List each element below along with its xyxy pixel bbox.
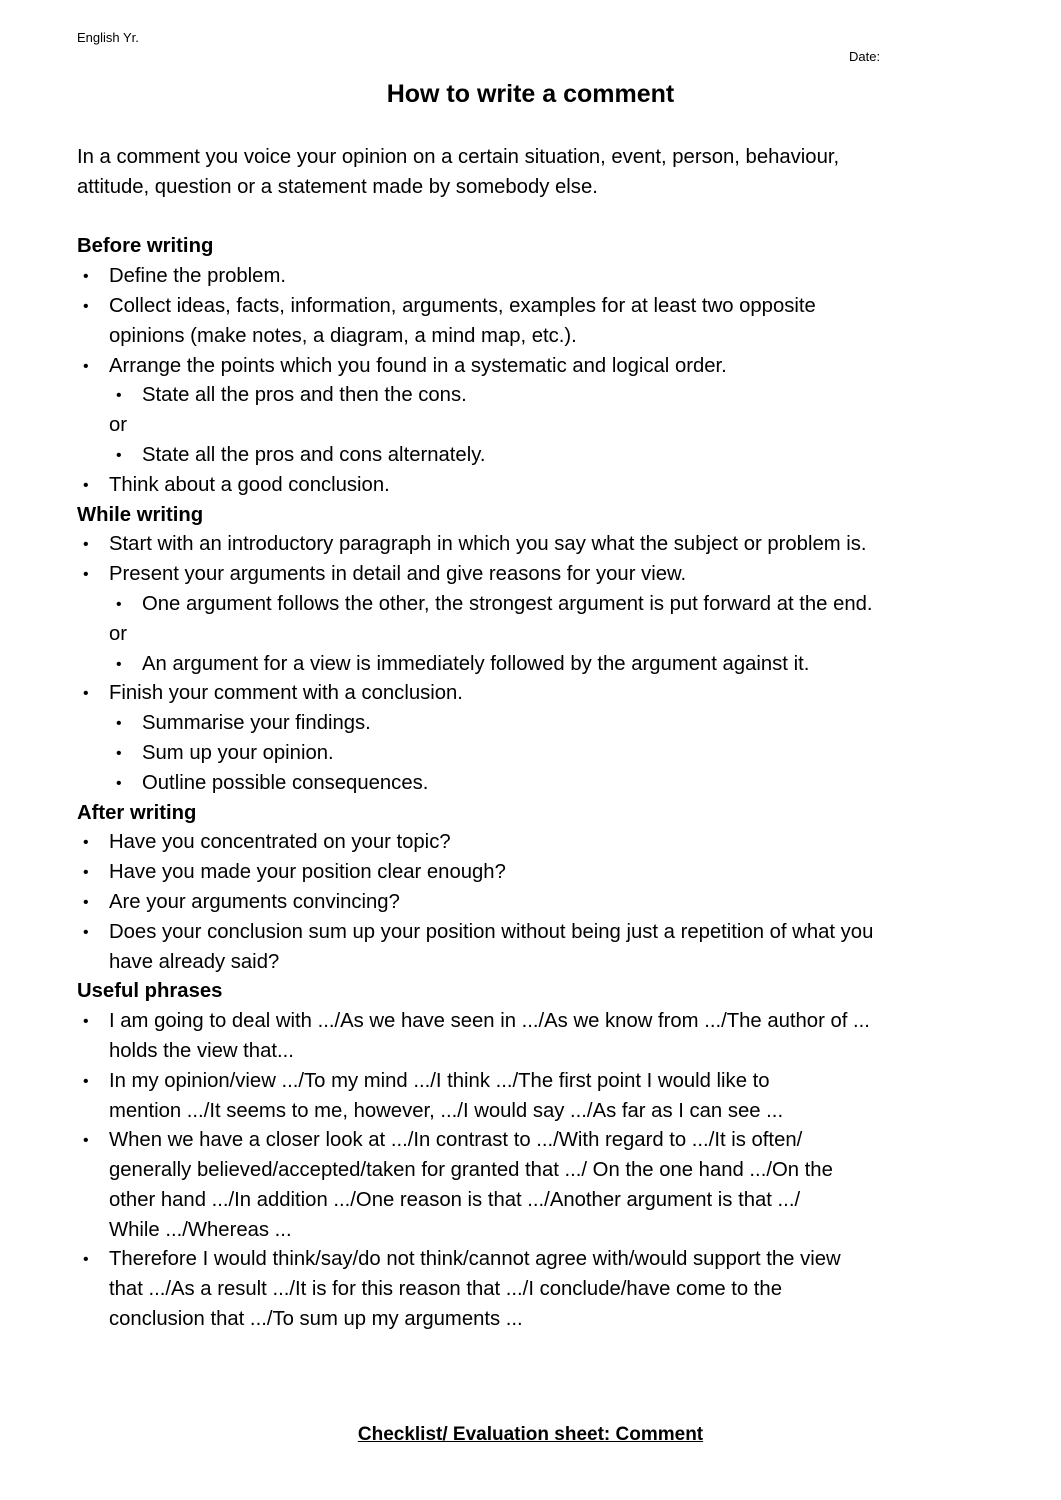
list-item-line	[77, 1245, 997, 1275]
list-item-line	[77, 1067, 997, 1097]
list-item-line	[77, 679, 997, 709]
section-heading-text: Before writing	[77, 235, 214, 258]
list-item-line-text: Define the problem.	[109, 265, 286, 288]
list-item-line	[77, 828, 997, 858]
list-item-line	[77, 292, 997, 322]
list-item-line	[77, 739, 997, 769]
bullet-icon: •	[83, 1132, 89, 1150]
bullet-icon: •	[116, 655, 122, 673]
section-heading	[77, 501, 997, 531]
list-item-line-text: generally believed/accepted/taken for granted that .../ On the one hand .../On the	[109, 1159, 833, 1182]
list-item-line-text: Start with an introductory paragraph in which you say what the subject or problem is.	[109, 533, 867, 556]
bullet-icon: •	[116, 446, 122, 464]
list-item-line-text: Collect ideas, facts, information, arguments, examples for at least two opposite	[109, 294, 816, 317]
list-item-line	[77, 1216, 997, 1246]
list-item-line-text: Outline possible consequences.	[142, 771, 429, 794]
intro-line	[77, 143, 997, 173]
bullet-icon: •	[83, 297, 89, 315]
list-item-line-text: Have you concentrated on your topic?	[109, 831, 451, 854]
bullet-icon: •	[83, 864, 89, 882]
list-item-line	[77, 1126, 997, 1156]
list-item-line	[77, 441, 997, 471]
or-separator-text: or	[109, 414, 128, 437]
list-item-line-text: holds the view that...	[109, 1039, 294, 1062]
list-item-line-text: Sum up your opinion.	[142, 741, 334, 764]
or-separator-text: or	[109, 622, 128, 645]
spacer	[77, 203, 997, 233]
list-item-line-text: other hand .../In addition .../One reason is that .../Another argument is that .../	[109, 1188, 801, 1211]
list-item-line-text: State all the pros and cons alternately.	[142, 443, 486, 466]
section-heading-text: After writing	[77, 801, 197, 824]
list-item-line	[77, 322, 997, 352]
list-item-line-text: Are your arguments convincing?	[109, 890, 400, 913]
list-item-line-text: that .../As a result .../It is for this reason that .../I conclude/have come to the	[109, 1278, 782, 1301]
list-item-line	[77, 650, 997, 680]
bullet-icon: •	[116, 595, 122, 613]
bullet-icon: •	[83, 566, 89, 584]
list-item-line-text: One argument follows the other, the strongest argument is put forward at the end.	[142, 592, 873, 615]
bullet-icon: •	[83, 685, 89, 703]
bullet-icon: •	[83, 268, 89, 286]
bullet-icon: •	[83, 476, 89, 494]
list-item-line-text: When we have a closer look at .../In contrast to .../With regard to .../It is often/	[109, 1129, 803, 1152]
intro-line	[77, 173, 997, 203]
list-item-line-text: Therefore I would think/say/do not think/cannot agree with/would support the view	[109, 1248, 841, 1271]
list-item-line	[77, 1305, 997, 1335]
list-item-line	[77, 858, 997, 888]
list-item-line	[77, 471, 997, 501]
bullet-icon: •	[83, 1251, 89, 1269]
list-item-line	[77, 560, 997, 590]
section-heading	[77, 799, 997, 829]
bullet-icon: •	[83, 834, 89, 852]
bullet-icon: •	[83, 536, 89, 554]
bullet-icon: •	[83, 893, 89, 911]
list-item-line-text: State all the pros and then the cons.	[142, 384, 467, 407]
list-item-line	[77, 590, 997, 620]
list-item-line	[77, 769, 997, 799]
list-item-line-text: mention .../It seems to me, however, .../I would say .../As far as I can see ...	[109, 1099, 784, 1122]
bullet-icon: •	[83, 1013, 89, 1031]
list-item-line	[77, 948, 997, 978]
section-heading-text: Useful phrases	[77, 980, 223, 1003]
list-item-line-text: Summarise your findings.	[142, 712, 371, 735]
list-item-line	[77, 1156, 997, 1186]
course-label: English Yr.	[77, 30, 139, 45]
list-item-line-text: Think about a good conclusion.	[109, 473, 390, 496]
bullet-icon: •	[116, 387, 122, 405]
or-separator	[77, 620, 997, 650]
list-item-line	[77, 709, 997, 739]
list-item-line-text: While .../Whereas ...	[109, 1218, 292, 1241]
or-separator	[77, 411, 997, 441]
list-item-line-text: Finish your comment with a conclusion.	[109, 682, 463, 705]
checklist-title: Checklist/ Evaluation sheet: Comment	[357, 1424, 704, 1445]
section-heading	[77, 977, 997, 1007]
intro-line-text: attitude, question or a statement made by somebody else.	[77, 175, 598, 198]
list-item-line-text: Arrange the points which you found in a systematic and logical order.	[109, 354, 727, 377]
bullet-icon: •	[116, 774, 122, 792]
list-item-line-text: I am going to deal with .../As we have seen in .../As we know from .../The author of ...	[109, 1010, 870, 1033]
bullet-icon: •	[116, 715, 122, 733]
list-item-line	[77, 888, 997, 918]
list-item-line	[77, 1007, 997, 1037]
list-item-line	[77, 262, 997, 292]
list-item-line	[77, 1037, 997, 1067]
section-heading	[77, 232, 997, 262]
list-item-line	[77, 530, 997, 560]
list-item-line-text: conclusion that .../To sum up my arguments ...	[109, 1308, 523, 1331]
list-item-line-text: Have you made your position clear enough?	[109, 861, 506, 884]
list-item-line	[77, 352, 997, 382]
list-item-line	[77, 1275, 997, 1305]
bullet-icon: •	[83, 1072, 89, 1090]
intro-line-text: In a comment you voice your opinion on a certain situation, event, person, behaviour,	[77, 146, 840, 168]
date-label: Date:	[849, 49, 881, 64]
list-item-line-text: An argument for a view is immediately followed by the argument against it.	[142, 652, 810, 675]
list-item-line-text: In my opinion/view .../To my mind .../I think .../The first point I would like to	[109, 1069, 770, 1092]
list-item-line-text: opinions (make notes, a diagram, a mind map, etc.).	[109, 324, 577, 347]
bullet-icon: •	[83, 923, 89, 941]
list-item-line	[77, 1097, 997, 1127]
list-item-line	[77, 1186, 997, 1216]
list-item-line	[77, 918, 997, 948]
bullet-icon: •	[116, 744, 122, 762]
document-body	[77, 143, 997, 1335]
section-heading-text: While writing	[77, 503, 204, 526]
list-item-line	[77, 381, 997, 411]
list-item-line-text: have already said?	[109, 950, 280, 973]
list-item-line-text: Does your conclusion sum up your position without being just a repetition of what you	[109, 920, 874, 943]
bullet-icon: •	[83, 357, 89, 375]
list-item-line-text: Present your arguments in detail and give reasons for your view.	[109, 563, 687, 586]
page-title: How to write a comment	[386, 80, 675, 108]
